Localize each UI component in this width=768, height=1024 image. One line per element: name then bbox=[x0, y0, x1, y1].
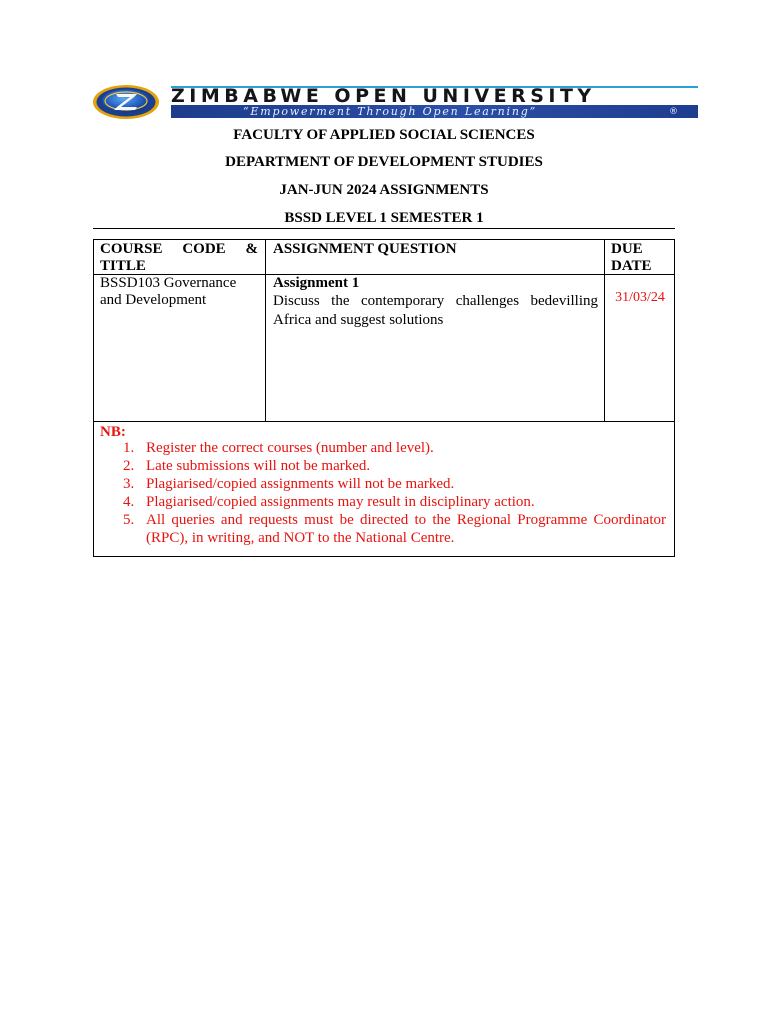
note-number: 3. bbox=[123, 476, 135, 492]
note-number: 4. bbox=[123, 494, 135, 510]
course-cell bbox=[100, 275, 260, 308]
due-date-value: 31/03/24 bbox=[615, 290, 665, 305]
due-header-line2: DATE bbox=[611, 257, 652, 274]
course-code-line: BSSD103 Governance bbox=[100, 275, 237, 291]
university-tagline: “Empowerment Through Open Learning” bbox=[243, 105, 538, 118]
note-text-continued: (RPC), in writing, and NOT to the National Centre. bbox=[146, 530, 455, 546]
table-border-top bbox=[93, 239, 675, 240]
due-header-line1: DUE bbox=[611, 241, 643, 257]
question-cell bbox=[273, 275, 598, 330]
course-header-line2: TITLE bbox=[100, 257, 146, 274]
note-text: Plagiarised/copied assignments will not be marked. bbox=[146, 476, 455, 492]
university-name: ZIMBABWE OPEN UNIVERSITY bbox=[171, 85, 596, 107]
question-header: ASSIGNMENT QUESTION bbox=[273, 241, 457, 257]
question-line2: Africa and suggest solutions bbox=[273, 311, 444, 328]
course-header bbox=[100, 241, 258, 274]
notes-title: NB: bbox=[100, 424, 126, 440]
session-heading: JAN-JUN 2024 ASSIGNMENTS bbox=[279, 182, 489, 198]
question-line1: Discuss the contemporary challenges bedevilling bbox=[273, 292, 598, 309]
table-border-left bbox=[93, 239, 94, 557]
heading-divider bbox=[93, 228, 675, 229]
level-heading: BSSD LEVEL 1 SEMESTER 1 bbox=[284, 210, 484, 226]
registered-mark: ® bbox=[669, 107, 678, 117]
note-number: 1. bbox=[123, 440, 135, 456]
table-border-right bbox=[674, 239, 675, 557]
assignment-table bbox=[93, 239, 675, 557]
assignment-title: Assignment 1 bbox=[273, 275, 360, 291]
column-divider-2 bbox=[604, 239, 605, 422]
faculty-heading: FACULTY OF APPLIED SOCIAL SCIENCES bbox=[233, 127, 535, 143]
department-heading: DEPARTMENT OF DEVELOPMENT STUDIES bbox=[225, 154, 543, 170]
note-text: All queries and requests must be directed to the Regional Programme Coordinator bbox=[146, 512, 666, 528]
course-header-line1: COURSE CODE & bbox=[100, 241, 258, 257]
note-text: Late submissions will not be marked. bbox=[146, 458, 371, 474]
note-number: 5. bbox=[123, 512, 135, 528]
column-divider-1 bbox=[265, 239, 266, 422]
note-text: Register the correct courses (number and level). bbox=[146, 440, 434, 456]
table-border-bottom bbox=[93, 556, 675, 557]
notes-row-divider bbox=[93, 421, 675, 422]
note-text: Plagiarised/copied assignments may result in disciplinary action. bbox=[146, 494, 535, 510]
due-date-header bbox=[611, 241, 671, 274]
course-title-line: and Development bbox=[100, 291, 207, 308]
note-number: 2. bbox=[123, 458, 135, 474]
university-logo bbox=[93, 84, 698, 120]
